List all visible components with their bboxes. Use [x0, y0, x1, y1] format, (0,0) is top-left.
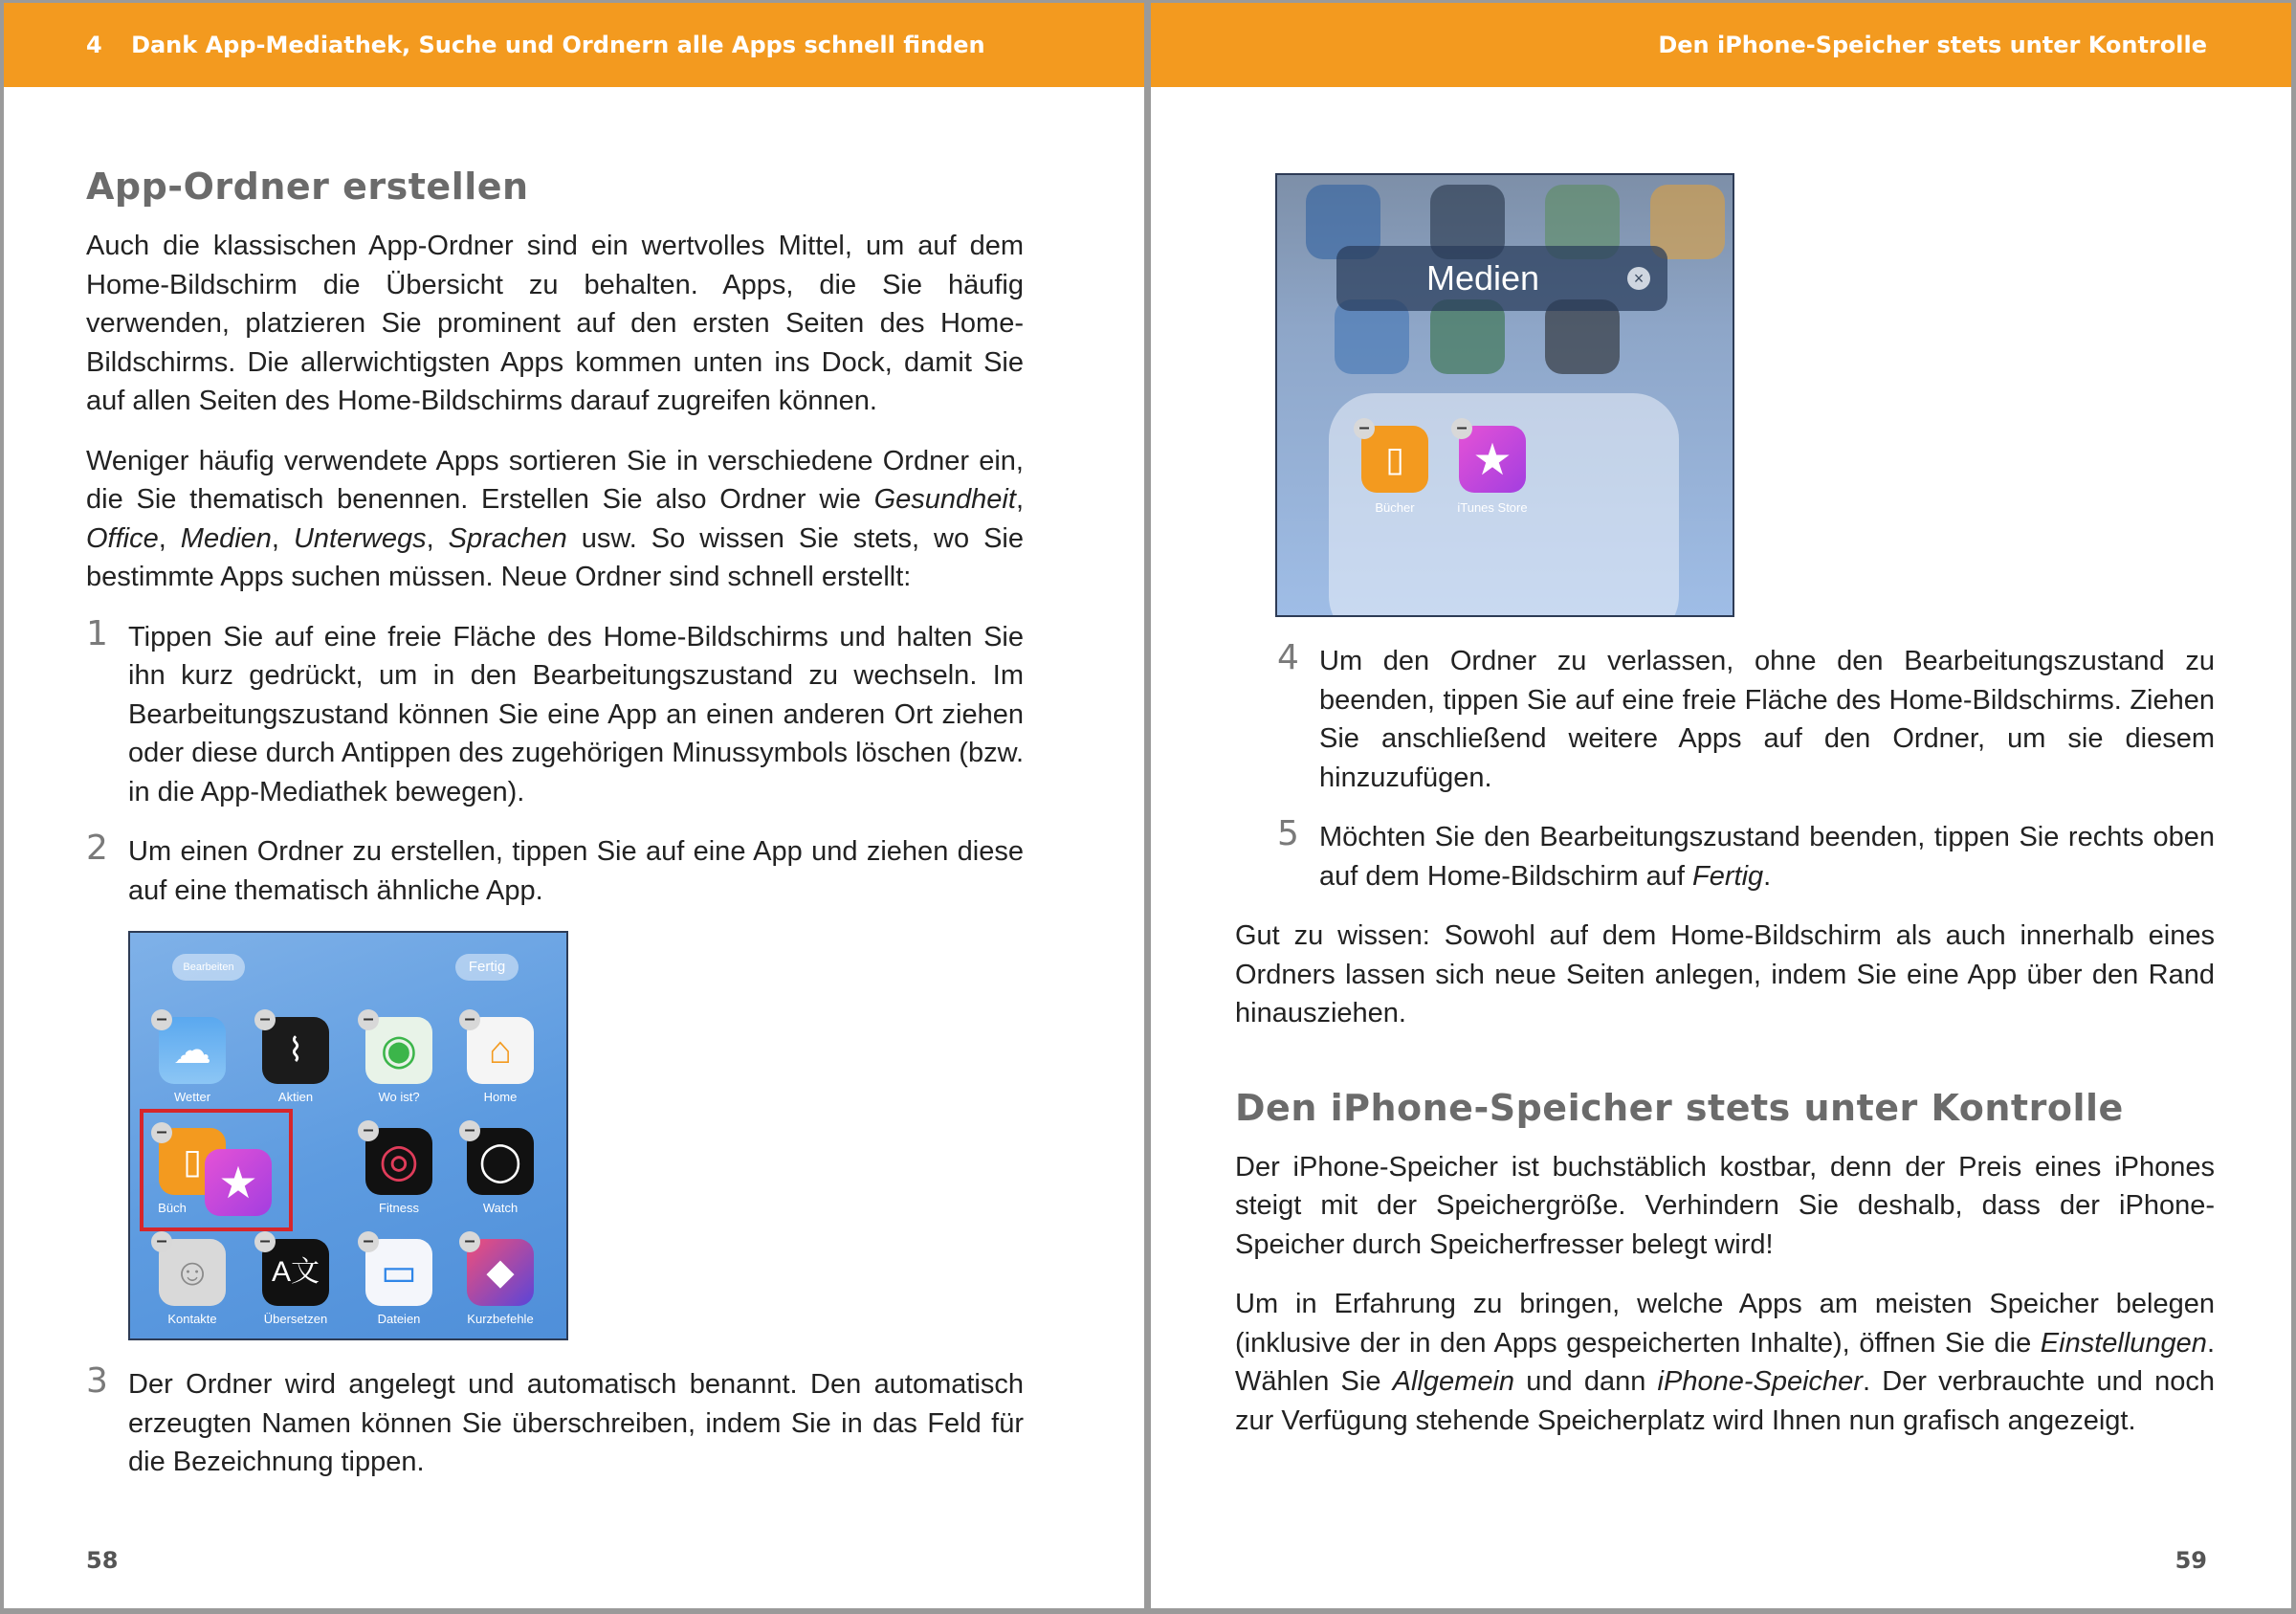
section-heading: App-Ordner erstellen	[86, 166, 529, 208]
home-app-icon: ⌂	[467, 1017, 534, 1084]
right-content	[1235, 93, 2215, 1440]
minus-icon: –	[459, 1120, 480, 1141]
itunes-store-app-icon: ★	[205, 1149, 272, 1216]
step-text: Tippen Sie auf eine freie Fläche des Home-Bildschirms und halten Sie ihn kurz gedrückt, um in den Bearbeitungszustand zu wechseln. Im Bearbeitungszustand können Sie eine App an einen anderen Ort ziehen oder diese durch Antippen des zugehörigen Minussymbols löschen (bzw. in die App-Mediathek bewegen).	[128, 621, 1024, 807]
books-app-icon: ▯	[159, 1128, 226, 1195]
paragraph: Um in Erfahrung zu bringen, welche Apps am meisten Speicher belegen (inklusive der in den Apps gespeicherten Inhalte), öffnen Sie die Einstellungen. Wählen Sie Allgemein und dann iPhone-Speicher. Der verbrauchte und noch zur Verfügung stehende Speicherplatz wird Ihnen nun grafisch angezeigt.	[1235, 1289, 2215, 1436]
step-text: Der Ordner wird angelegt und automatisch benannt. Den automatisch erzeugten Namen können Sie überschreiben, indem Sie in das Feld für die Bezeichnung tippen.	[128, 1369, 1024, 1477]
step-1	[86, 613, 1024, 812]
page-number: 59	[2175, 1547, 2207, 1574]
app-label: Kurzbefehle	[467, 1312, 534, 1326]
folder-name-field[interactable]	[1336, 246, 1667, 311]
app-label: Übersetzen	[263, 1312, 328, 1326]
paragraph: Weniger häufig verwendete Apps sortieren Sie in verschiedene Ordner ein, die Sie thematisch benennen. Erstellen Sie also Ordner wie Gesundheit, Office, Medien, Unterwegs, Sprachen usw. So wissen Sie stets, wo Sie bestimmte Apps suchen müssen. Neue Ordner sind schnell erstellt:	[86, 445, 1024, 592]
step-number: 2	[86, 829, 108, 868]
paragraph: Auch die klassischen App-Ordner sind ein wertvolles Mittel, um auf dem Home-Bildschirm die Übersicht zu behalten. Apps, die Sie häufig verwenden, platzieren Sie prominent auf den ersten Seiten des Home-Bildschirms. Die allerwichtigsten Apps kommen unten ins Dock, damit Sie auf allen Seiten des Home-Bildschirms darauf zugreifen können.	[86, 231, 1024, 416]
app-label: Kontakte	[167, 1312, 217, 1326]
tip-paragraph: Gut zu wissen: Sowohl auf dem Home-Bildschirm als auch innerhalb eines Ordners lassen sich neue Seiten anlegen, indem Sie eine App über den Rand hinausziehen.	[1235, 920, 2215, 1028]
folder-screenshot	[1275, 173, 1734, 617]
weather-app-icon: ☁	[159, 1017, 226, 1084]
shortcuts-app-icon: ◆	[467, 1239, 534, 1306]
minus-icon: –	[1354, 418, 1375, 439]
step-3	[86, 1361, 1024, 1482]
app-label: Büch	[158, 1201, 187, 1215]
minus-icon: –	[151, 1231, 172, 1252]
folder-name-text: Medien	[1425, 258, 1540, 298]
step-text: Um einen Ordner zu erstellen, tippen Sie auf eine App und ziehen diese auf eine thematisch ähnliche App.	[128, 836, 1024, 906]
running-head-right: Den iPhone-Speicher stets unter Kontrolle	[1151, 3, 2291, 87]
running-head-title: Dank App-Mediathek, Suche und Ordnern alle Apps schnell finden	[131, 32, 985, 58]
app-label: Watch	[482, 1201, 519, 1215]
edit-pill: Bearbeiten	[172, 954, 245, 981]
clear-icon[interactable]: ×	[1627, 267, 1650, 290]
right-page	[1151, 3, 2291, 1608]
app-label: Wo ist?	[378, 1090, 420, 1104]
step-text: Möchten Sie den Bearbeitungszustand beenden, tippen Sie rechts oben auf dem Home-Bildschirm auf Fertig.	[1319, 822, 2215, 892]
chapter-number: 4	[86, 32, 102, 58]
minus-icon: –	[254, 1231, 276, 1252]
section-heading: Den iPhone-Speicher stets unter Kontrolle	[1235, 1086, 2124, 1129]
minus-icon: –	[459, 1009, 480, 1030]
minus-icon: –	[459, 1231, 480, 1252]
left-page	[4, 3, 1144, 1608]
paragraph: Der iPhone-Speicher ist buchstäblich kostbar, denn der Preis eines iPhones steigt mit der Speichergröße. Verhindern Sie deshalb, dass der iPhone-Speicher durch Speicherfresser belegt wird!	[1235, 1151, 2215, 1260]
left-content	[86, 166, 1024, 1482]
fitness-app-icon: ◎	[365, 1128, 432, 1195]
step-4	[1277, 638, 2215, 797]
files-app-icon: ▭	[365, 1239, 432, 1306]
itunes-store-app-icon: ★	[1459, 426, 1526, 493]
translate-app-icon: A文	[262, 1239, 329, 1306]
step-number: 4	[1277, 638, 1299, 677]
step-number: 1	[86, 613, 108, 653]
books-app-icon: ▯	[1361, 426, 1428, 493]
stocks-app-icon: ⌇	[262, 1017, 329, 1084]
step-number: 3	[86, 1361, 108, 1401]
home-screen-screenshot	[128, 931, 568, 1340]
step-text: Um den Ordner zu verlassen, ohne den Bearbeitungszustand zu beenden, tippen Sie auf eine freie Fläche des Home-Bildschirms. Ziehen Sie anschließend weitere Apps auf den Ordner, um sie diesem hinzuzufügen.	[1319, 646, 2215, 793]
step-5	[1277, 814, 2215, 895]
running-head-left	[4, 3, 1144, 87]
step-2	[86, 829, 1024, 910]
watch-app-icon: ◯	[467, 1128, 534, 1195]
app-label: iTunes Store	[1457, 500, 1528, 515]
minus-icon: –	[358, 1231, 379, 1252]
find-my-app-icon: ◉	[365, 1017, 432, 1084]
app-label: Aktien	[277, 1090, 314, 1104]
app-label: Bücher	[1375, 500, 1415, 515]
minus-icon: –	[151, 1009, 172, 1030]
minus-icon: –	[358, 1120, 379, 1141]
app-label: Wetter	[173, 1090, 211, 1104]
app-label: Home	[483, 1090, 518, 1104]
page-number: 58	[86, 1547, 119, 1574]
step-number: 5	[1277, 814, 1299, 853]
minus-icon: –	[151, 1122, 172, 1143]
done-pill: Fertig	[455, 954, 519, 981]
minus-icon: –	[254, 1009, 276, 1030]
app-label: Fitness	[379, 1201, 419, 1215]
contacts-app-icon: ☺	[159, 1239, 226, 1306]
app-label: Dateien	[377, 1312, 421, 1326]
minus-icon: –	[1451, 418, 1472, 439]
minus-icon: –	[358, 1009, 379, 1030]
